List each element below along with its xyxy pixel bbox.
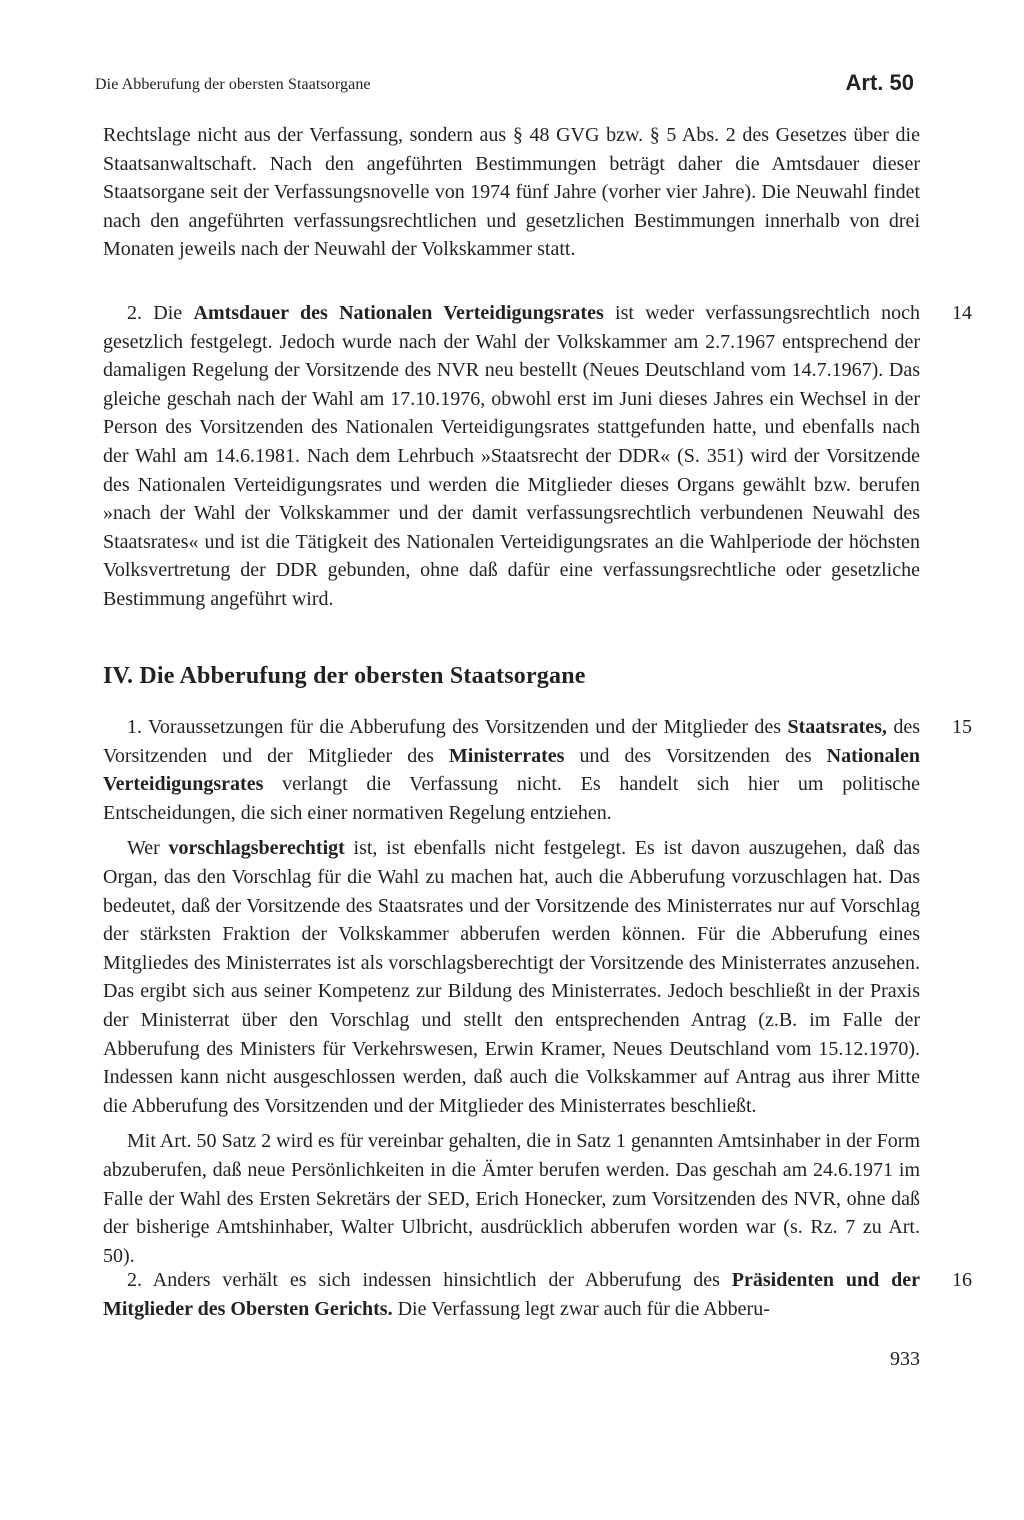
text-lead: Wer xyxy=(127,837,169,860)
page-number: 933 xyxy=(890,1348,920,1370)
continuation-paragraph xyxy=(103,121,920,264)
text-rest: ist weder verfassungsrechtlich noch gesetzlich festgelegt. Jedoch wurde nach der Wahl der Volkskammer am 2.7.1967 entsprechend der damaligen Regelung der Vorsitzende des NVR neu bestellt (Neues Deutschland vom 14.7.1967). Das gleiche geschah nach der Wahl am 17.10.1976, obwohl erst im Juni dieses Jahres ein Wechsel in der Person des Vorsitzenden des Nationalen Verteidigungsrates stattgefunden hatte, und ebenfalls nach der Wahl am 14.6.1981. Nach dem Lehrbuch »Staatsrecht der DDR« (S. 351) wird der Vorsitzende des Nationalen Verteidigungsrates und werden die Mitglieder dieses Organs gewählt bzw. berufen »nach der Wahl der Volkskammer und der damit verfassungsrechtlich verbundenen Neuwahl des Staatsrates« und ist die Tätigkeit des Nationalen Verteidigungsrates an die Wahlperiode der höchsten Volksvertretung der DDR gebunden, ohne daß dafür eine verfassungsrechtliche oder gesetzliche Bestimmung angeführt wird. xyxy=(103,302,921,610)
paragraph-text xyxy=(103,299,920,614)
paragraph-text xyxy=(103,834,920,1120)
section-paragraph-16 xyxy=(103,1266,972,1323)
running-head: Die Abberufung der obersten Staatsorgane xyxy=(95,76,371,93)
paragraph-text: Mit Art. 50 Satz 2 wird es für vereinbar gehalten, die in Satz 1 genannten Amtsinhaber in der Form abzuberufen, daß neue Persönlichkeiten in die Ämter berufen werden. Das geschah am 24.6.1971 im Falle der Wahl des Ersten Sekretärs der SED, Erich Honecker, zum Vorsitzenden des NVR, ohne daß der bisherige Amtshinhaber, Walter Ulbricht, ausdrücklich abberufen worden war (s. Rz. 7 zu Art. 50). xyxy=(103,1130,920,1267)
bold-term: Amtsdauer des Nationalen Verteidigungsrates xyxy=(193,302,604,324)
bold-term: vorschlagsberechtigt xyxy=(168,837,345,860)
paragraph-text xyxy=(103,1266,920,1323)
text-mid: und des Vorsitzenden des xyxy=(564,744,827,767)
text-rest: Die Verfassung legt zwar auch für die Abberu- xyxy=(392,1297,770,1320)
paragraph-block xyxy=(103,1266,972,1323)
paragraph-text: Rechtslage nicht aus der Verfassung, sondern aus § 48 GVG bzw. § 5 Abs. 2 des Gesetzes über die Staatsanwaltschaft. Nach den angeführten Bestimmungen beträgt daher die Amtsdauer dieser Staatsorgane seit der Verfassungsnovelle von 1974 fünf Jahre (vorher vier Jahre). Die Neuwahl findet nach den angeführten verfassungsrechtlichen und gesetzlichen Bestimmungen innerhalb von drei Monaten jeweils nach der Neuwahl der Volkskammer statt. xyxy=(103,124,920,261)
section-paragraph-14 xyxy=(103,299,972,614)
section-paragraph-15 xyxy=(103,713,972,1270)
margin-number: 14 xyxy=(952,302,972,324)
text-rest: verlangt die Verfassung nicht. Es handelt sich hier um politische Entscheidungen, die sich einer normativen Regelung entziehen. xyxy=(103,773,920,824)
text-mid: des Vorsitzenden und der Mitglieder des xyxy=(103,716,920,767)
paragraph-block xyxy=(103,713,972,827)
text-rest: ist, ist ebenfalls nicht festgelegt. Es ist davon auszugehen, daß das Organ, das den Vorschlag für die Wahl zu machen hat, auch die Abberufung vorzuschlagen hat. Das bedeutet, daß der Vorsitzende des Staatsrates und der Vorsitzende des Ministerrates nur auf Vorschlag der stärksten Fraktion der Volkskammer abberufen werden können. Für die Abberufung eines Mitgliedes des Ministerrates ist als vorschlagsberechtigt der Vorsitzende des Ministerrates anzusehen. Das ergibt sich aus seiner Kompetenz zur Bildung des Ministerrates. Jedoch beschließt in der Praxis der Ministerrat über den Vorschlag und stellt den entsprechenden Antrag (z.B. im Falle der Abberufung des Ministers für Verkehrswesen, Erwin Kramer, Neues Deutschland vom 15.12.1970). Indessen kann nicht ausgeschlossen werden, daß auch die Volkskammer auf Antrag aus ihrer Mitte die Abberufung des Vorsitzenden und der Mitglieder des Ministerrates beschließt. xyxy=(103,837,920,1117)
margin-number: 15 xyxy=(952,716,972,738)
bold-term: Nationalen Verteidigungsrates xyxy=(103,744,920,796)
text-lead: 1. Voraussetzungen für die Abberufung des Vorsitzenden und der Mitglieder des xyxy=(127,716,788,738)
margin-number: 16 xyxy=(952,1269,972,1291)
bold-term: Staatsrates, xyxy=(787,716,887,738)
text-lead: 2. Anders verhält es sich indessen hinsichtlich der Abberufung des xyxy=(127,1269,732,1291)
article-label: Art. 50 xyxy=(845,70,914,95)
bold-term: Präsidenten und der Mitglieder des Obersten Gerichts. xyxy=(103,1269,920,1320)
bold-term: Ministerrates xyxy=(448,744,565,767)
text-lead: 2. Die xyxy=(127,302,194,324)
paragraph-text xyxy=(103,713,920,827)
section-heading: IV. Die Abberufung der obersten Staatsorgane xyxy=(103,663,586,689)
paragraph-block xyxy=(103,299,972,614)
